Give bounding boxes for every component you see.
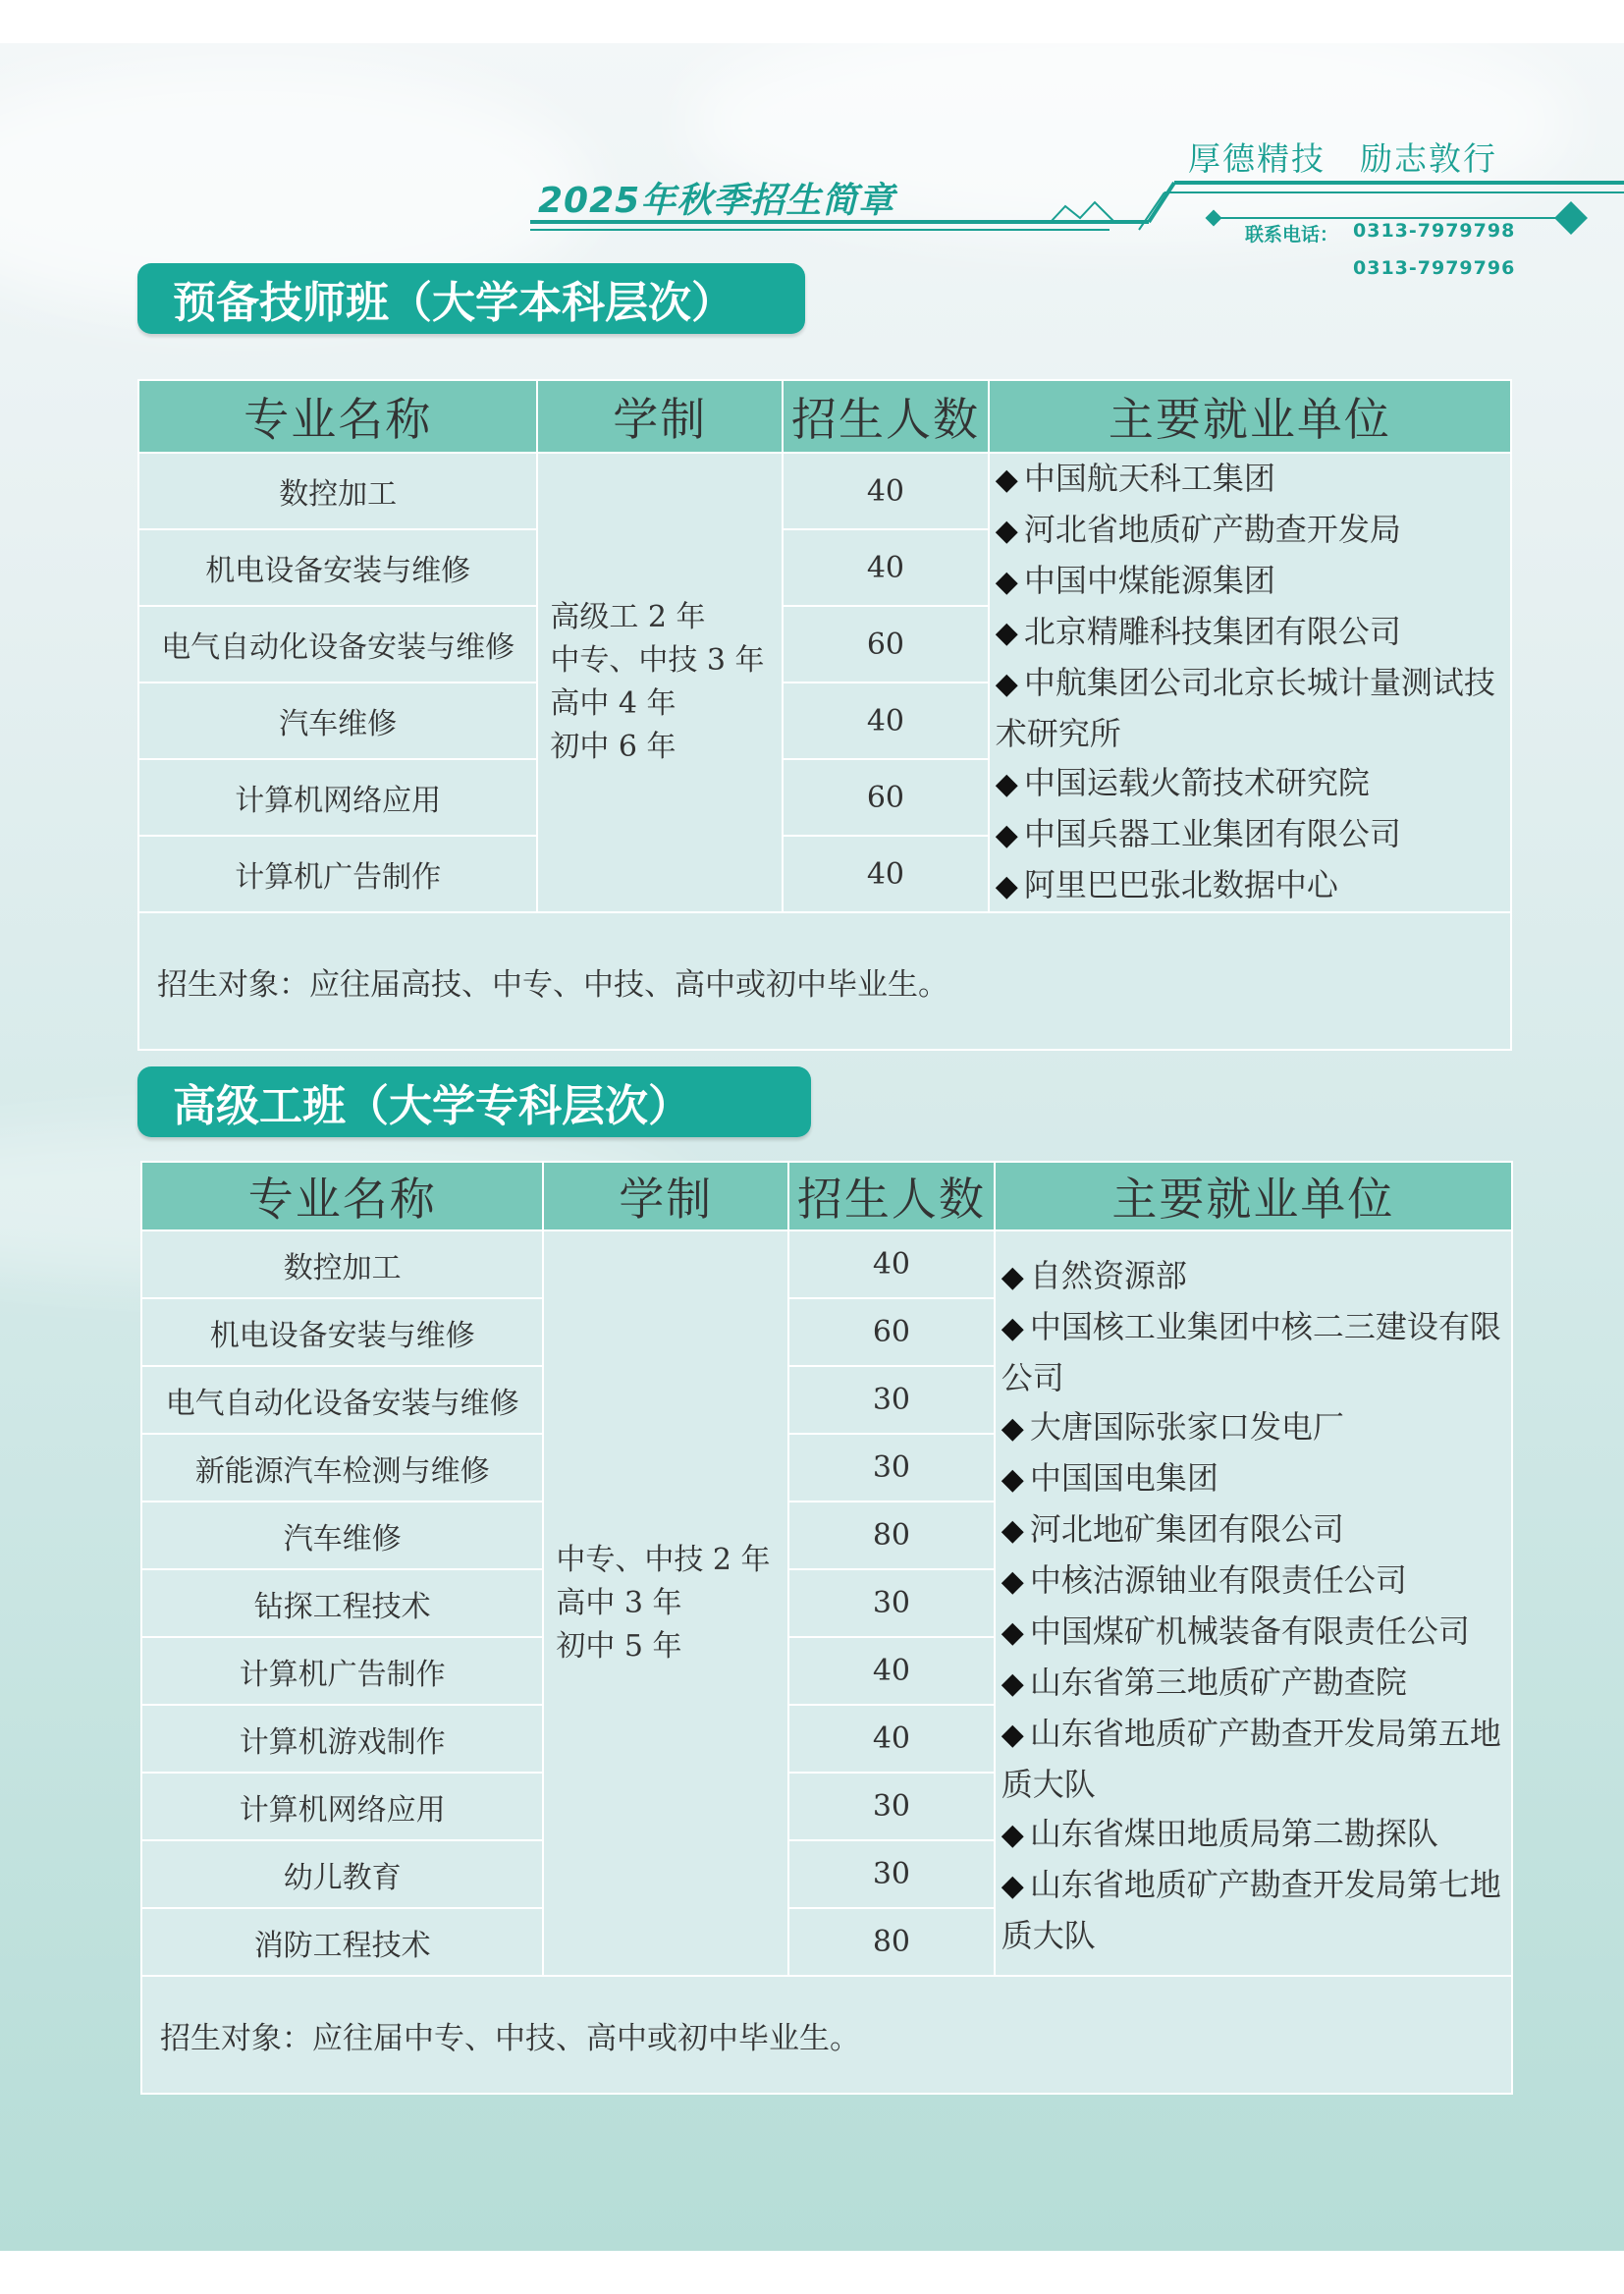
table-cell-count: 40 [783, 836, 989, 912]
table-cell-major: 消防工程技术 [141, 1908, 543, 1976]
table-cell-count: 40 [788, 1230, 995, 1298]
employer-item: ◆ 山东省地质矿产勘查开发局第七地质大队 [1001, 1860, 1505, 1960]
employer-item: ◆ 大唐国际张家口发电厂 [1001, 1402, 1505, 1453]
diamond-bullet-icon: ◆ [995, 463, 1018, 497]
duration-line: 高中 3 年 [556, 1585, 682, 1620]
col-header-count: 招生人数 [788, 1162, 995, 1230]
table-cell-major: 数控加工 [138, 453, 537, 529]
employers-cell [995, 1230, 1512, 1976]
employer-item: ◆ 自然资源部 [1001, 1251, 1505, 1302]
duration-line: 高中 4 年 [550, 686, 677, 721]
col-header-count: 招生人数 [783, 380, 989, 453]
duration-line: 中专、中技 2 年 [556, 1542, 771, 1577]
table-cell-major: 计算机广告制作 [138, 836, 537, 912]
table-cell-major: 数控加工 [141, 1230, 543, 1298]
diamond-bullet-icon: ◆ [1001, 1411, 1024, 1446]
table-cell-major: 机电设备安装与维修 [141, 1298, 543, 1366]
table-cell-major: 钻探工程技术 [141, 1569, 543, 1637]
table-cell-major: 电气自动化设备安装与维修 [141, 1366, 543, 1434]
section-title-technician: 预备技师班（大学本科层次） [137, 263, 805, 334]
diamond-bullet-icon: ◆ [1001, 1718, 1024, 1752]
employer-item: ◆ 山东省煤田地质局第二勘探队 [1001, 1809, 1505, 1860]
diamond-bullet-icon: ◆ [1001, 1311, 1024, 1345]
col-header-duration: 学制 [543, 1162, 788, 1230]
diamond-bullet-icon: ◆ [995, 818, 1018, 852]
brochure-title: 2025年秋季招生简章 [538, 181, 895, 221]
employer-item: ◆ 中国兵器工业集团有限公司 [996, 809, 1504, 860]
diamond-bullet-icon: ◆ [995, 616, 1018, 650]
diamond-bullet-icon: ◆ [995, 667, 1018, 701]
employer-item: ◆ 中国航天科工集团 [996, 454, 1504, 505]
employer-item: ◆ 中国国电集团 [1001, 1453, 1505, 1504]
col-header-employers: 主要就业单位 [995, 1162, 1512, 1230]
table-cell-count: 40 [788, 1705, 995, 1773]
table-cell-count: 60 [783, 759, 989, 836]
employer-item: ◆ 中国中煤能源集团 [996, 556, 1504, 607]
duration-line: 初中 6 年 [550, 730, 677, 764]
table-cell-count: 40 [788, 1637, 995, 1705]
employer-item: ◆ 河北省地质矿产勘查开发局 [996, 505, 1504, 556]
table-cell-major: 新能源汽车检测与维修 [141, 1434, 543, 1502]
diamond-bullet-icon: ◆ [1001, 1615, 1024, 1650]
table-cell-count: 60 [788, 1298, 995, 1366]
table-cell-count: 40 [783, 529, 989, 606]
phone-number-2: 0313-7979796 [1353, 257, 1516, 279]
employer-item: ◆ 中国运载火箭技术研究院 [996, 758, 1504, 809]
duration-line: 初中 5 年 [556, 1628, 682, 1664]
diamond-bullet-icon: ◆ [1001, 1564, 1024, 1599]
table-cell-major: 汽车维修 [138, 683, 537, 759]
table-cell-major: 幼儿教育 [141, 1840, 543, 1908]
table-cell-count: 30 [788, 1569, 995, 1637]
employer-item: ◆ 山东省地质矿产勘查开发局第五地质大队 [1001, 1709, 1505, 1809]
col-header-duration: 学制 [537, 380, 783, 453]
employer-item: ◆ 中国核工业集团中核二三建设有限公司 [1001, 1302, 1505, 1402]
diamond-bullet-icon: ◆ [995, 565, 1018, 599]
employer-item: ◆ 阿里巴巴张北数据中心 [996, 860, 1504, 911]
col-header-major: 专业名称 [138, 380, 537, 453]
employer-item: ◆ 中国煤矿机械装备有限责任公司 [1001, 1607, 1505, 1658]
table-cell-count: 30 [788, 1773, 995, 1840]
employers-cell [989, 453, 1511, 912]
table-cell-count: 60 [783, 606, 989, 683]
diamond-bullet-icon: ◆ [995, 767, 1018, 801]
table-cell-major: 计算机广告制作 [141, 1637, 543, 1705]
table-cell-count: 40 [783, 453, 989, 529]
diamond-bullet-icon: ◆ [1001, 1260, 1024, 1294]
table-cell-major: 计算机网络应用 [138, 759, 537, 836]
table-cell-major: 电气自动化设备安装与维修 [138, 606, 537, 683]
diamond-bullet-icon: ◆ [995, 869, 1018, 903]
duration-cell [537, 453, 783, 912]
table-cell-count: 30 [788, 1366, 995, 1434]
senior-worker-table [140, 1161, 1513, 2095]
diamond-bullet-icon: ◆ [995, 514, 1018, 548]
school-motto: 厚德精技 励志敦行 [1188, 139, 1497, 178]
col-header-major: 专业名称 [141, 1162, 543, 1230]
diamond-bullet-icon: ◆ [1001, 1462, 1024, 1497]
admission-target: 招生对象：应往届高技、中专、中技、高中或初中毕业生。 [138, 912, 1511, 1050]
section-title-senior-worker: 高级工班（大学专科层次） [137, 1066, 811, 1137]
table-cell-count: 80 [788, 1908, 995, 1976]
diamond-bullet-icon: ◆ [1001, 1666, 1024, 1701]
employer-item: ◆ 中航集团公司北京长城计量测试技术研究所 [996, 658, 1504, 758]
diamond-bullet-icon: ◆ [1001, 1818, 1024, 1852]
col-header-employers: 主要就业单位 [989, 380, 1511, 453]
table-cell-major: 计算机网络应用 [141, 1773, 543, 1840]
table-cell-major: 机电设备安装与维修 [138, 529, 537, 606]
employer-item: ◆ 中核沽源铀业有限责任公司 [1001, 1556, 1505, 1607]
table-cell-count: 80 [788, 1502, 995, 1569]
employer-item: ◆ 北京精雕科技集团有限公司 [996, 607, 1504, 658]
table-cell-major: 汽车维修 [141, 1502, 543, 1569]
phone-number-1: 0313-7979798 [1353, 220, 1516, 242]
employer-item: ◆ 山东省第三地质矿产勘查院 [1001, 1658, 1505, 1709]
table-cell-major: 计算机游戏制作 [141, 1705, 543, 1773]
table-cell-count: 40 [783, 683, 989, 759]
admission-target: 招生对象：应往届中专、中技、高中或初中毕业生。 [141, 1976, 1512, 2094]
duration-cell [543, 1230, 788, 1976]
technician-table [137, 379, 1512, 1051]
duration-line: 中专、中技 3 年 [550, 643, 765, 678]
table-cell-count: 30 [788, 1434, 995, 1502]
diamond-bullet-icon: ◆ [1001, 1869, 1024, 1903]
employer-item: ◆ 河北地矿集团有限公司 [1001, 1504, 1505, 1556]
table-cell-count: 30 [788, 1840, 995, 1908]
phone-label: 联系电话： [1245, 224, 1339, 246]
diamond-bullet-icon: ◆ [1001, 1513, 1024, 1548]
duration-line: 高级工 2 年 [550, 600, 706, 634]
